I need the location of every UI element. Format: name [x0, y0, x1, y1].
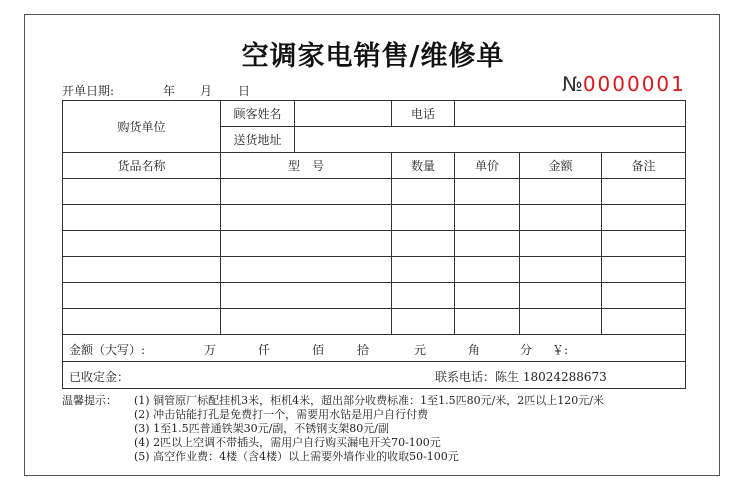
cell-unit-price[interactable]: [455, 257, 520, 283]
note-item: (2) 冲击钻能打孔是免费打一个，需要用水钻是用户自行付费: [134, 408, 429, 421]
serial-prefix: №: [562, 72, 583, 96]
date-month: 月: [200, 84, 213, 98]
col-header-remark: 备注: [602, 153, 686, 179]
col-header-amount: 金额: [520, 153, 602, 179]
cell-model[interactable]: [221, 257, 392, 283]
serial-number: [562, 72, 686, 96]
notes-list: [134, 394, 604, 464]
cell-model[interactable]: [221, 205, 392, 231]
cell-unit-price[interactable]: [455, 179, 520, 205]
buyer-unit-label: 购货单位: [63, 101, 221, 153]
cell-unit-price[interactable]: [455, 309, 520, 335]
cell-product[interactable]: [63, 231, 221, 257]
item-row: [63, 179, 686, 205]
notes-label: 温馨提示：: [62, 394, 117, 407]
customer-name-label: 顾客姓名: [221, 101, 295, 127]
cell-quantity[interactable]: [392, 283, 455, 309]
cell-quantity[interactable]: [392, 205, 455, 231]
cell-amount[interactable]: [520, 283, 602, 309]
phone-label: 电话: [392, 101, 455, 127]
note-item: (3) 1至1.5匹普通铁架30元/副，不锈钢支架80元/副: [134, 422, 389, 435]
cell-product[interactable]: [63, 283, 221, 309]
address-field[interactable]: [295, 127, 686, 153]
cell-amount[interactable]: [520, 257, 602, 283]
cell-model[interactable]: [221, 283, 392, 309]
cell-remark[interactable]: [602, 283, 686, 309]
cell-remark[interactable]: [602, 309, 686, 335]
customer-name-field[interactable]: [295, 101, 392, 127]
cell-amount[interactable]: [520, 309, 602, 335]
cell-product[interactable]: [63, 257, 221, 283]
item-row: [63, 231, 686, 257]
phone-field[interactable]: [455, 101, 686, 127]
cell-quantity[interactable]: [392, 179, 455, 205]
column-header-row: [63, 153, 686, 179]
cell-unit-price[interactable]: [455, 283, 520, 309]
serial-value: 0000001: [582, 72, 686, 96]
cell-unit-price[interactable]: [455, 231, 520, 257]
amount-in-words-field[interactable]: [63, 335, 686, 362]
item-row: [63, 257, 686, 283]
date-year: 年: [163, 84, 176, 98]
unit-qian: 仟: [258, 343, 271, 357]
unit-jiao: 角: [468, 343, 481, 357]
cell-amount[interactable]: [520, 205, 602, 231]
amount-in-words-row: [63, 335, 686, 362]
contact-phone: 联系电话：陈生 18024288673: [435, 370, 607, 384]
unit-fen: 分: [520, 343, 533, 357]
cell-quantity[interactable]: [392, 309, 455, 335]
note-item: (1) 铜管原厂标配挂机3米，柜机4米，超出部分收费标准：1至1.5匹80元/米，2匹以上120元/米: [134, 394, 604, 407]
note-item: (4) 2匹以上空调不带插头，需用户自行购买漏电开关70-100元: [134, 436, 441, 449]
col-header-quantity: 数量: [392, 153, 455, 179]
col-header-product: 货品名称: [63, 153, 221, 179]
cell-remark[interactable]: [602, 257, 686, 283]
cell-amount[interactable]: [520, 179, 602, 205]
amount-words-label: 金额（大写）:: [69, 343, 146, 357]
col-header-unit-price: 单价: [455, 153, 520, 179]
cell-unit-price[interactable]: [455, 205, 520, 231]
form-title: 空调家电销售/维修单: [241, 41, 505, 72]
cell-model[interactable]: [221, 309, 392, 335]
col-header-model: 型 号: [221, 153, 392, 179]
cell-product[interactable]: [63, 205, 221, 231]
item-row: [63, 205, 686, 231]
cell-product[interactable]: [63, 179, 221, 205]
cell-remark[interactable]: [602, 205, 686, 231]
order-table: [62, 100, 686, 389]
date-day: 日: [238, 84, 251, 98]
cell-amount[interactable]: [520, 231, 602, 257]
item-row: [63, 309, 686, 335]
date-label: 开单日期:: [62, 84, 115, 98]
cell-quantity[interactable]: [392, 231, 455, 257]
deposit-label: 已收定金：: [69, 370, 130, 384]
cell-product[interactable]: [63, 309, 221, 335]
unit-shi: 拾: [357, 343, 370, 357]
cell-remark[interactable]: [602, 231, 686, 257]
cell-model[interactable]: [221, 179, 392, 205]
note-item: (5) 高空作业费：4楼（含4楼）以上需要外墙作业的收取50-100元: [134, 450, 459, 463]
currency-symbol: ￥:: [552, 343, 569, 357]
deposit-row: [63, 362, 686, 389]
item-row: [63, 283, 686, 309]
cell-quantity[interactable]: [392, 257, 455, 283]
cell-remark[interactable]: [602, 179, 686, 205]
unit-yuan: 元: [414, 343, 427, 357]
address-label: 送货地址: [221, 127, 295, 153]
unit-wan: 万: [204, 343, 217, 357]
deposit-field[interactable]: [63, 362, 686, 389]
unit-bai: 佰: [312, 343, 325, 357]
cell-model[interactable]: [221, 231, 392, 257]
